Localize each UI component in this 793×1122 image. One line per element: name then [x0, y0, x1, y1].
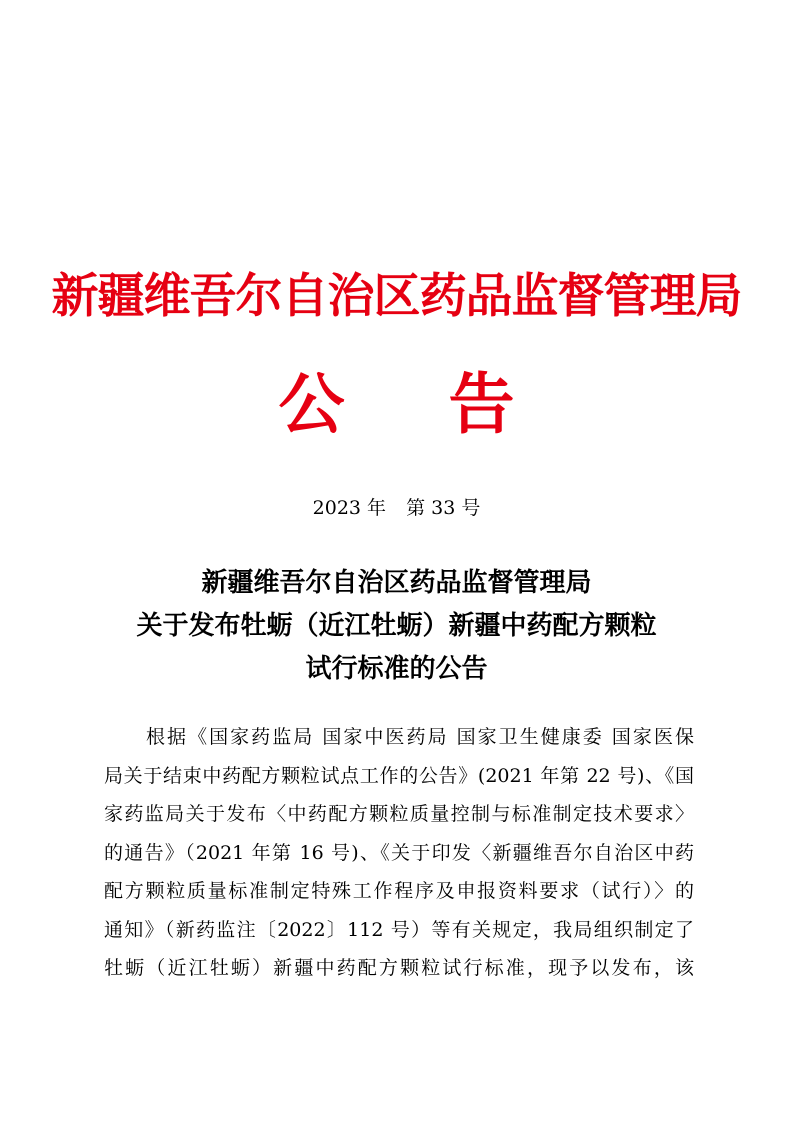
body-line: 通知》（新药监注〔2022〕112 号）等有关规定，我局组织制定了	[104, 918, 694, 941]
document-number	[0, 494, 793, 522]
body-line: 牡蛎（近江牡蛎）新疆中药配方颗粒试行标准，现予以发布，该	[104, 957, 694, 979]
body-paragraph	[104, 718, 694, 988]
announcement-subject	[0, 562, 793, 691]
body-line: 的通告》（2021 年第 16 号)、《关于印发〈新疆维吾尔自治区中药	[104, 841, 694, 864]
body-line: 根据《国家药监局 国家中医药局 国家卫生健康委 国家医保	[146, 726, 694, 748]
subject-line-3: 试行标准的公告	[305, 654, 488, 684]
agency-title: 新疆维吾尔自治区药品监督管理局	[51, 269, 742, 324]
document-type-heading: 公告	[278, 365, 619, 443]
document-year: 2023 年	[312, 497, 387, 519]
body-line: 配方颗粒质量标准制定特殊工作程序及申报资料要求（试行）〉的	[104, 880, 694, 902]
subject-line-1: 新疆维吾尔自治区药品监督管理局	[201, 568, 592, 598]
document-serial: 第 33 号	[406, 497, 481, 519]
body-line: 家药监局关于发布〈中药配方颗粒质量控制与标准制定技术要求〉	[104, 803, 694, 825]
subject-line-2: 关于发布牡蛎（近江牡蛎）新疆中药配方颗粒	[136, 611, 657, 641]
body-line: 局关于结束中药配方颗粒试点工作的公告》(2021 年第 22 号)、《国	[104, 764, 694, 787]
